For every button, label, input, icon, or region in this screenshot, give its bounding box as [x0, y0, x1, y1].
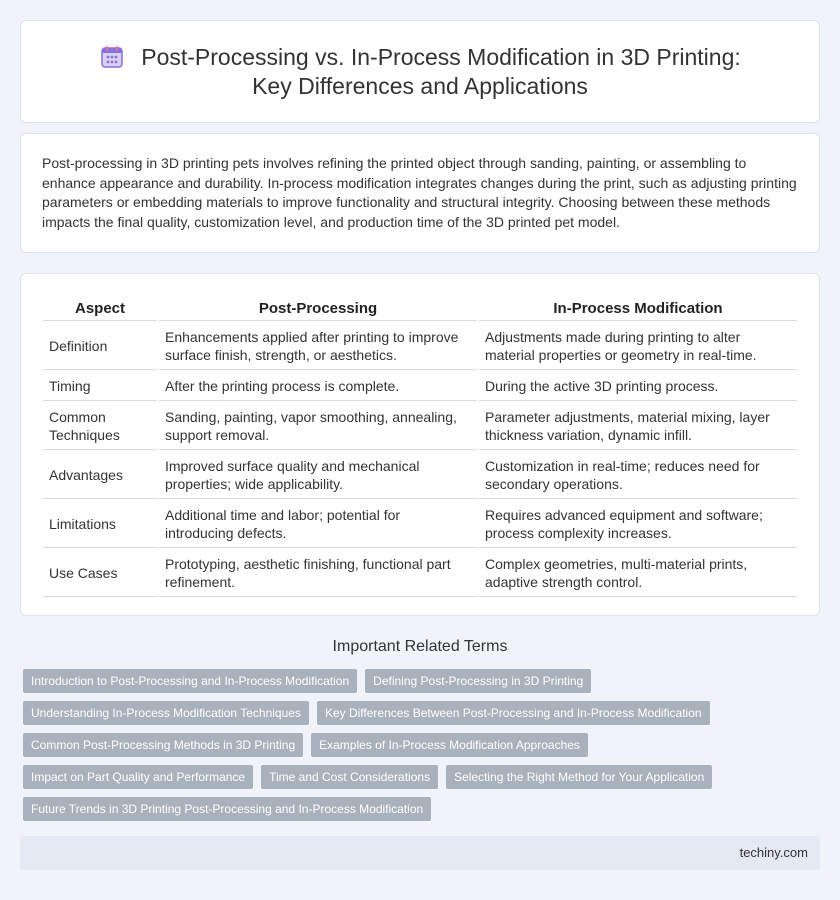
aspect-cell: Limitations: [43, 501, 157, 548]
related-term-tag[interactable]: Defining Post-Processing in 3D Printing: [365, 669, 591, 693]
tag-row: [23, 701, 823, 725]
header-in-process: In-Process Modification: [479, 296, 797, 321]
post-processing-cell: Prototyping, aesthetic finishing, functional part refinement.: [159, 550, 477, 597]
tag-row: [23, 765, 823, 789]
table-row: [43, 452, 797, 499]
post-processing-cell: Enhancements applied after printing to improve surface finish, strength, or aesthetics.: [159, 323, 477, 370]
post-processing-cell: After the printing process is complete.: [159, 372, 477, 401]
related-term-tag[interactable]: Common Post-Processing Methods in 3D Printing: [23, 733, 303, 757]
comparison-card: [20, 273, 820, 616]
footer: [20, 836, 820, 870]
in-process-cell: Parameter adjustments, material mixing, layer thickness variation, dynamic infill.: [479, 403, 797, 450]
related-term-tag[interactable]: Examples of In-Process Modification Approaches: [311, 733, 588, 757]
related-term-tag[interactable]: Understanding In-Process Modification Techniques: [23, 701, 309, 725]
table-row: [43, 323, 797, 370]
aspect-cell: Use Cases: [43, 550, 157, 597]
aspect-cell: Common Techniques: [43, 403, 157, 450]
table-header-row: [43, 296, 797, 321]
page-title: Post-Processing vs. In-Process Modification in 3D Printing: Key Differences and Applications: [141, 44, 741, 99]
header-post-processing: Post-Processing: [159, 296, 477, 321]
post-processing-cell: Improved surface quality and mechanical properties; wide applicability.: [159, 452, 477, 499]
intro-card: [20, 133, 820, 253]
table-row: [43, 550, 797, 597]
related-term-tag[interactable]: Selecting the Right Method for Your Application: [446, 765, 712, 789]
tag-row: [23, 669, 823, 693]
related-term-tag[interactable]: Key Differences Between Post-Processing and In-Process Modification: [317, 701, 710, 725]
in-process-cell: Customization in real-time; reduces need for secondary operations.: [479, 452, 797, 499]
related-terms-heading: Important Related Terms: [332, 638, 508, 655]
related-term-tag[interactable]: Future Trends in 3D Printing Post-Processing and In-Process Modification: [23, 797, 431, 821]
table-row: [43, 403, 797, 450]
in-process-cell: Complex geometries, multi-material prints, adaptive strength control.: [479, 550, 797, 597]
site-name[interactable]: techiny.com: [739, 845, 808, 860]
aspect-cell: Definition: [43, 323, 157, 370]
related-term-tag[interactable]: Impact on Part Quality and Performance: [23, 765, 253, 789]
tag-row: [23, 733, 823, 757]
intro-paragraph: Post-processing in 3D printing pets involves refining the printed object through sanding, painting, or assembling to enhance appearance and durability. In-process modification integrates changes during the print, such as adjusting printing parameters or embedding materials to improve functionality and structural integrity. Choosing between these methods impacts the final quality, customization level, and production time of the 3D printed pet model.: [42, 155, 797, 230]
in-process-cell: During the active 3D printing process.: [479, 372, 797, 401]
related-term-tag[interactable]: Introduction to Post-Processing and In-Process Modification: [23, 669, 357, 693]
in-process-cell: Requires advanced equipment and software; process complexity increases.: [479, 501, 797, 548]
related-term-tag[interactable]: Time and Cost Considerations: [261, 765, 438, 789]
table-row: [43, 372, 797, 401]
post-processing-cell: Additional time and labor; potential for introducing defects.: [159, 501, 477, 548]
related-terms-list: [23, 669, 823, 829]
in-process-cell: Adjustments made during printing to alter material properties or geometry in real-time.: [479, 323, 797, 370]
post-processing-cell: Sanding, painting, vapor smoothing, annealing, support removal.: [159, 403, 477, 450]
aspect-cell: Advantages: [43, 452, 157, 499]
calendar-icon: [99, 45, 125, 69]
title-card: [20, 20, 820, 123]
header-aspect: Aspect: [43, 296, 157, 321]
table-row: [43, 501, 797, 548]
tag-row: [23, 797, 823, 821]
aspect-cell: Timing: [43, 372, 157, 401]
comparison-table: [41, 294, 799, 599]
